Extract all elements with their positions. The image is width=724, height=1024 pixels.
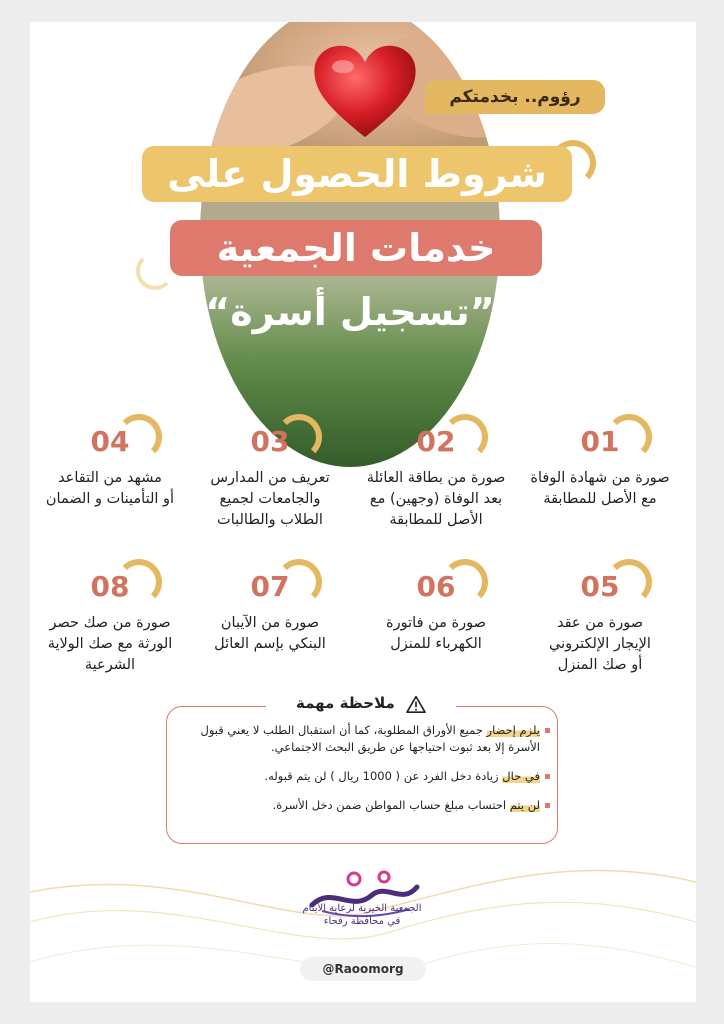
step-text: صورة من عقد الإيجار الإلكتروني أو صك المنزل [549, 615, 651, 673]
bullet-icon [545, 803, 550, 808]
warning-icon [406, 695, 426, 713]
step-04 [30, 422, 190, 510]
note-rest: جميع الأوراق المطلوبة، كما أن استقبال الطلب لا يعني قبول الأسرة إلا بعد ثبوت احتياجها عن طريق البحث الاجتماعي. [200, 723, 540, 754]
tagline-badge: رؤوم.. بخدمتكم [425, 80, 605, 114]
step-number: 04 [90, 425, 130, 458]
note-lead: يلزم إحضار [486, 723, 540, 737]
note-heading [266, 694, 456, 713]
step-number: 03 [250, 425, 290, 458]
step-08 [30, 567, 190, 676]
step-arc [276, 559, 322, 605]
title-line-2: خدمات الجمعية [170, 220, 542, 276]
title-line-1: شروط الحصول على [142, 146, 572, 202]
poster [30, 22, 696, 1002]
step-arc [606, 559, 652, 605]
step-number: 06 [416, 570, 456, 603]
step-text: مشهد من التقاعد أو التأمينات و الضمان [45, 470, 175, 507]
note-lead: في حال [502, 769, 540, 783]
step-text: صورة من بطاقة العائلة بعد الوفاة (وجهين) مع الأصل للمطابقة [366, 470, 506, 528]
step-06 [356, 567, 516, 655]
step-number: 07 [250, 570, 290, 603]
step-number: 05 [580, 570, 620, 603]
step-text: صورة من الآيبان البنكي بإسم العائل [214, 615, 326, 652]
step-number: 02 [416, 425, 456, 458]
note-rest: احتساب مبلغ حساب المواطن ضمن دخل الأسرة. [272, 798, 510, 812]
step-01 [520, 422, 680, 510]
step-arc [606, 414, 652, 460]
org-name [262, 902, 462, 928]
step-text: صورة من فاتورة الكهرباء للمنزل [386, 615, 486, 652]
step-text: تعريف من المدارس والجامعات لجميع الطلاب والطالبات [210, 470, 330, 528]
org-name-line-2: في محافظة رفحاء [323, 916, 401, 927]
step-arc [116, 414, 162, 460]
note-heading-text: ملاحظة مهمة [296, 694, 395, 712]
step-03 [190, 422, 350, 531]
note-lead: لن يتم [509, 798, 540, 812]
step-number: 08 [90, 570, 130, 603]
step-arc [116, 559, 162, 605]
heart-icon [310, 42, 420, 142]
step-arc [442, 559, 488, 605]
note-rest: زيادة دخل الفرد عن ( 1000 ريال ) لن يتم قبوله. [264, 769, 503, 783]
step-text: صورة من صك حصر الورثة مع صك الولاية الشرعية [47, 615, 173, 673]
note-item [180, 768, 550, 785]
org-name-line-1: الجمعية الخيرية لرعاية الأيتام [302, 903, 422, 914]
step-number: 01 [580, 425, 620, 458]
decor-arc [136, 252, 174, 290]
bullet-icon [545, 774, 550, 779]
social-handle: @Raoomorg [300, 957, 426, 981]
step-arc [442, 414, 488, 460]
step-arc [276, 414, 322, 460]
note-item [180, 797, 550, 814]
step-text: صورة من شهادة الوفاة مع الأصل للمطابقة [530, 470, 670, 507]
note-item [180, 722, 550, 756]
note-list [180, 722, 550, 826]
step-05 [520, 567, 680, 676]
step-07 [190, 567, 350, 655]
step-02 [356, 422, 516, 531]
bullet-icon [545, 728, 550, 733]
subtitle: ”تسجيل أسرة“ [205, 290, 495, 334]
